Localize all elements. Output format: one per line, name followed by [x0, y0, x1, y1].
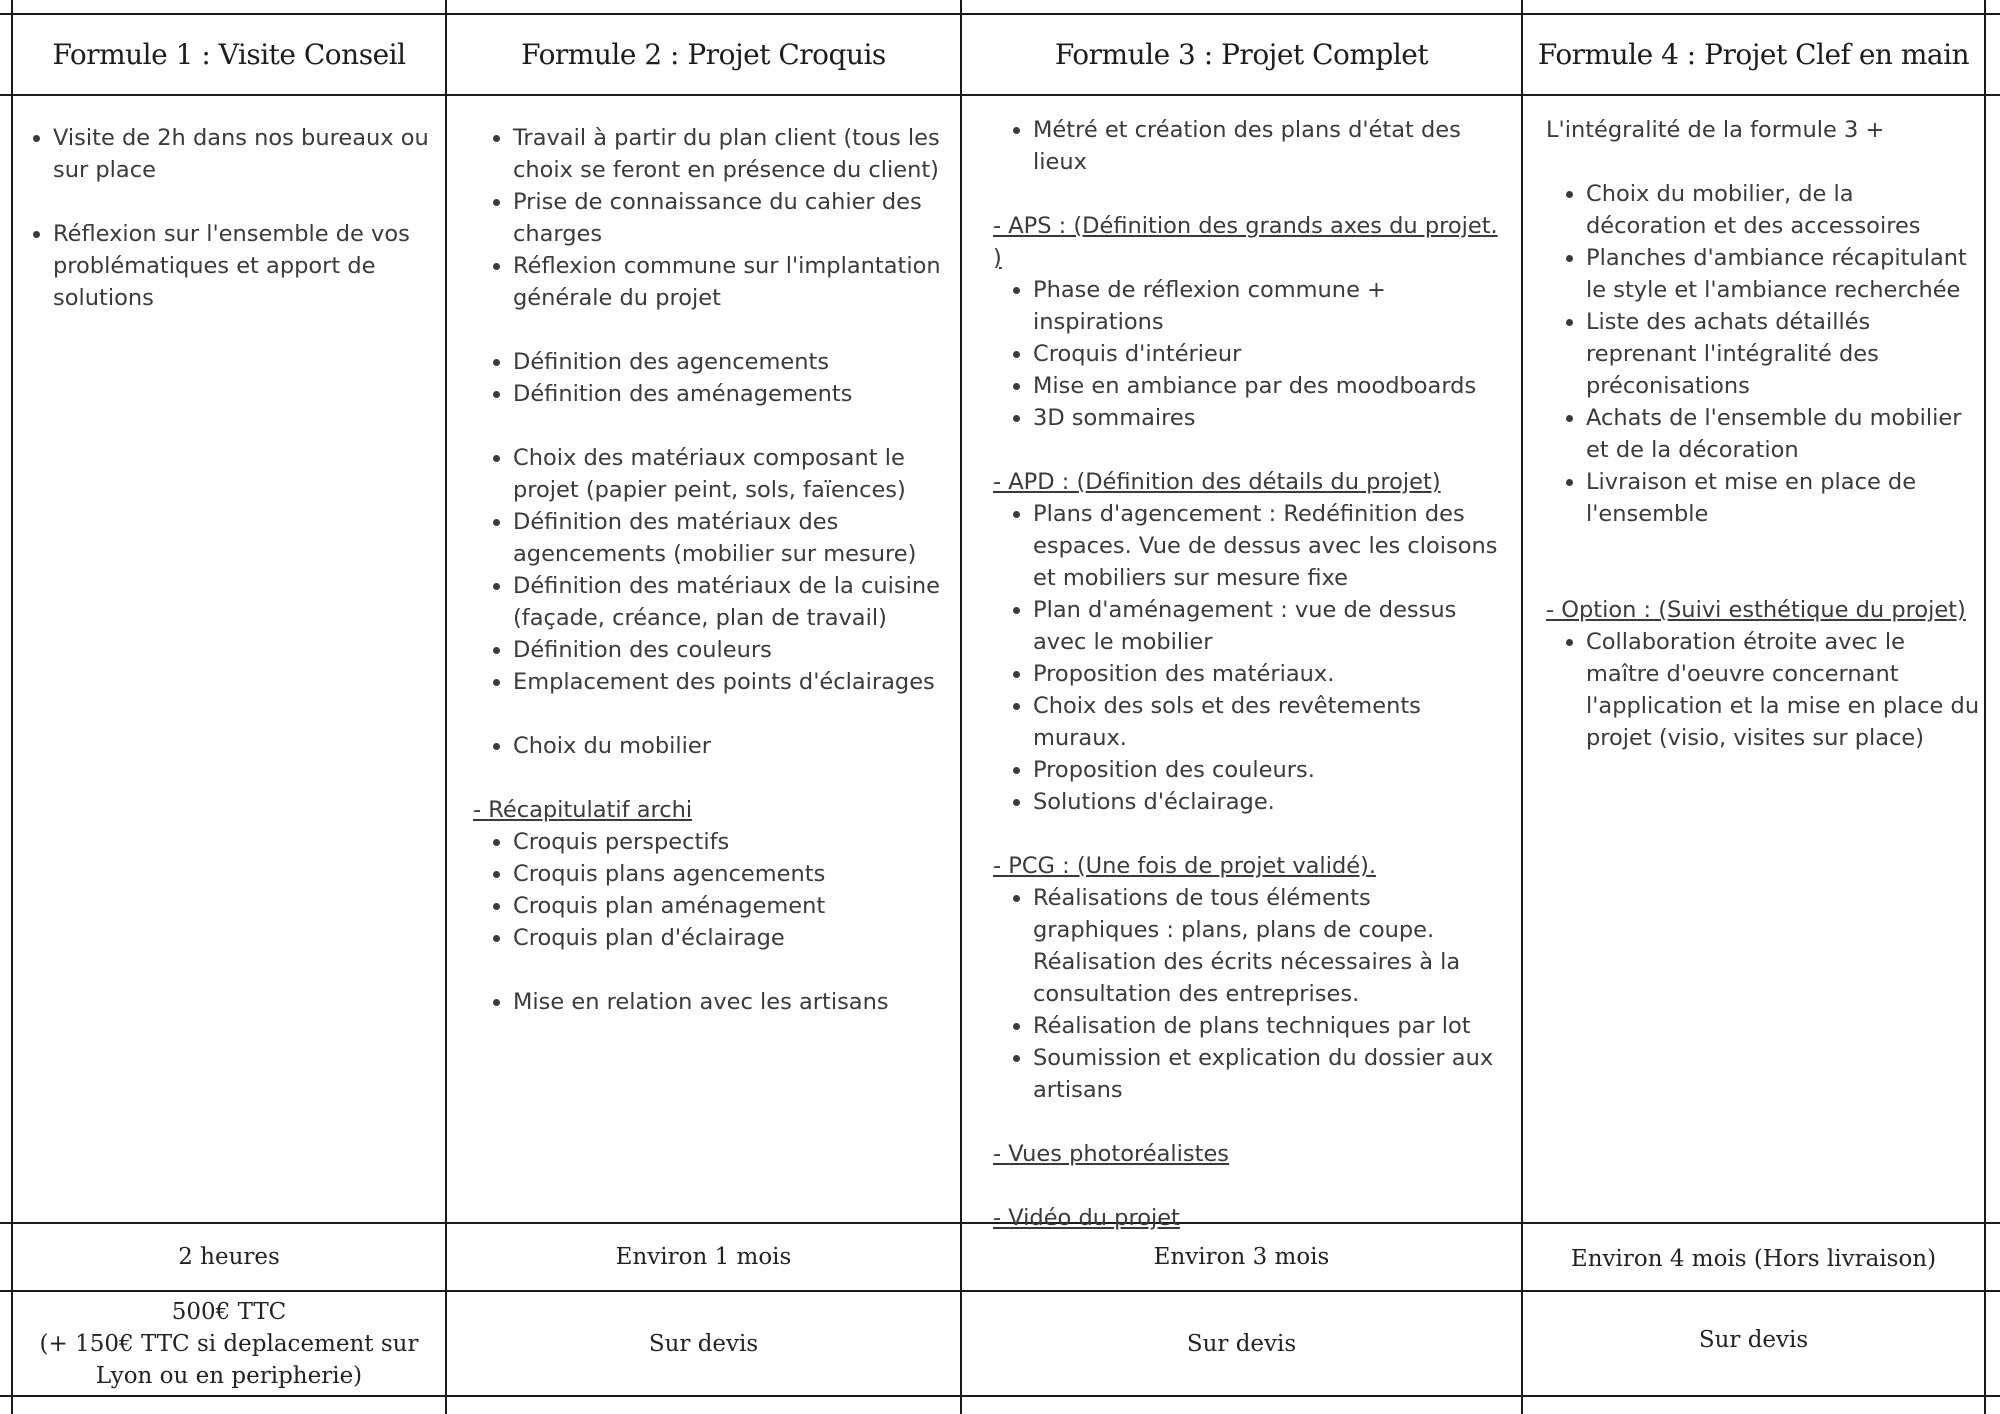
header-formule-4: Formule 4 : Projet Clef en main: [1537, 38, 1970, 71]
formule-3-content: [993, 114, 1503, 1234]
list-item: • Choix du mobilier: [513, 730, 943, 762]
list-item: • Définition des agencements: [513, 346, 943, 378]
formule-4-intro: L'intégralité de la formule 3 +: [1546, 117, 1885, 143]
list-item: • Travail à partir du plan client (tous les choix se feront en présence du client): [513, 122, 943, 186]
section-title-aps: - APS : (Définition des grands axes du projet. ): [993, 213, 1498, 271]
grid-line: [1521, 0, 1523, 1414]
list-item: • Réalisations de tous éléments graphiques : plans, plans de coupe. Réalisation des écrits nécessaires à la consultation des entreprises.: [1033, 882, 1503, 1010]
price-formule-1: [13, 1292, 445, 1395]
formule-1-content: [13, 122, 433, 314]
list-item: • Emplacement des points d'éclairages: [513, 666, 943, 698]
price-formule-2: Sur devis: [648, 1330, 759, 1357]
header-formule-1: Formule 1 : Visite Conseil: [52, 38, 406, 71]
list-item: • Proposition des couleurs.: [1033, 754, 1503, 786]
section-title-option: - Option : (Suivi esthétique du projet): [1546, 597, 1966, 623]
list-item: • Collaboration étroite avec le maître d'oeuvre concernant l'application et la mise en place du projet (visio, visites sur place): [1586, 626, 1981, 754]
list-item: • Liste des achats détaillés reprenant l'intégralité des préconisations: [1586, 306, 1981, 402]
list-item: • Phase de réflexion commune + inspirations: [1033, 274, 1503, 338]
list-item: • Croquis plan aménagement: [513, 890, 943, 922]
list-item: • Réflexion sur l'ensemble de vos problématiques et apport de solutions: [53, 218, 433, 314]
price-note: Lyon ou en peripherie): [95, 1362, 363, 1389]
list-item: • Planches d'ambiance récapitulant le style et l'ambiance recherchée: [1586, 242, 1981, 306]
duration-formule-4: Environ 4 mois (Hors livraison): [1570, 1246, 1937, 1272]
grid-line: [960, 0, 962, 1414]
list-item: • Livraison et mise en place de l'ensemble: [1586, 466, 1981, 530]
price-formule-4: Sur devis: [1698, 1327, 1809, 1353]
list-item: • Choix du mobilier, de la décoration et des accessoires: [1586, 178, 1981, 242]
list-item: • Solutions d'éclairage.: [1033, 786, 1503, 818]
list-item: • Métré et création des plans d'état des lieux: [1033, 114, 1503, 178]
list-item: • Visite de 2h dans nos bureaux ou sur place: [53, 122, 433, 186]
list-item: • Choix des matériaux composant le projet (papier peint, sols, faïences): [513, 442, 943, 506]
list-item: • Définition des aménagements: [513, 378, 943, 410]
duration-formule-3: Environ 3 mois: [1153, 1244, 1330, 1270]
header-formule-2: Formule 2 : Projet Croquis: [521, 38, 886, 71]
grid-line: [0, 94, 2000, 96]
list-item: • Proposition des matériaux.: [1033, 658, 1503, 690]
section-title-video: - Vidéo du projet: [993, 1205, 1180, 1231]
section-title-apd: - APD : (Définition des détails du projet): [993, 469, 1441, 495]
price-formule-3: Sur devis: [1186, 1330, 1297, 1357]
formule-4-content: [1546, 114, 1981, 754]
duration-formule-1: 2 heures: [178, 1244, 280, 1270]
grid-line: [445, 0, 447, 1414]
list-item: • Mise en ambiance par des moodboards: [1033, 370, 1503, 402]
list-item: • 3D sommaires: [1033, 402, 1503, 434]
list-item: • Croquis plans agencements: [513, 858, 943, 890]
list-item: • Achats de l'ensemble du mobilier et de la décoration: [1586, 402, 1981, 466]
formule-2-content: [473, 122, 943, 1018]
list-item: • Définition des matériaux de la cuisine (façade, créance, plan de travail): [513, 570, 943, 634]
section-title-recap: - Récapitulatif archi: [473, 797, 693, 823]
list-item: • Plans d'agencement : Redéfinition des espaces. Vue de dessus avec les cloisons et mobiliers sur mesure fixe: [1033, 498, 1503, 594]
list-item: • Prise de connaissance du cahier des charges: [513, 186, 943, 250]
list-item: • Soumission et explication du dossier aux artisans: [1033, 1042, 1503, 1106]
duration-formule-2: Environ 1 mois: [615, 1244, 792, 1270]
list-item: • Croquis plan d'éclairage: [513, 922, 943, 954]
list-item: • Définition des couleurs: [513, 634, 943, 666]
list-item: • Réalisation de plans techniques par lot: [1033, 1010, 1503, 1042]
grid-line: [1984, 0, 1986, 1414]
section-title-vues: - Vues photoréalistes: [993, 1141, 1230, 1167]
price-note: (+ 150€ TTC si deplacement sur: [39, 1330, 419, 1357]
list-item: • Croquis perspectifs: [513, 826, 943, 858]
list-item: • Mise en relation avec les artisans: [513, 986, 943, 1018]
list-item: • Définition des matériaux des agencements (mobilier sur mesure): [513, 506, 943, 570]
section-title-pcg: - PCG : (Une fois de projet validé).: [993, 853, 1376, 879]
list-item: • Croquis d'intérieur: [1033, 338, 1503, 370]
list-item: • Réflexion commune sur l'implantation générale du projet: [513, 250, 943, 314]
list-item: • Plan d'aménagement : vue de dessus avec le mobilier: [1033, 594, 1503, 658]
list-item: • Choix des sols et des revêtements muraux.: [1033, 690, 1503, 754]
grid-line: [0, 1395, 2000, 1397]
price-main: 500€ TTC: [171, 1298, 287, 1325]
header-formule-3: Formule 3 : Projet Complet: [1054, 38, 1429, 71]
